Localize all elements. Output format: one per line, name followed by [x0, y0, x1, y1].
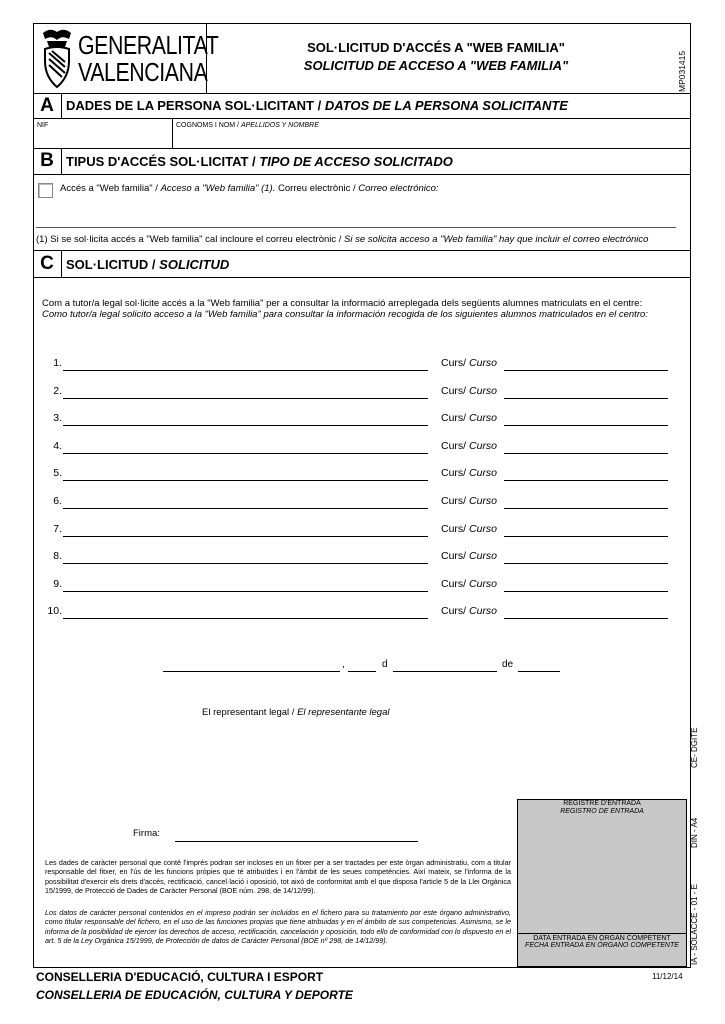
student-row-number: 2. [53, 385, 62, 397]
course-label-es: Curso [469, 467, 498, 479]
access-option-es: Acceso a "Web familia" (1). [160, 183, 276, 194]
course-label-va: Curs/ [441, 523, 470, 535]
course-field[interactable] [504, 453, 668, 454]
nif-divider [172, 118, 173, 148]
header-bottom-rule [33, 93, 691, 94]
month-field[interactable] [393, 671, 497, 672]
section-b-title [66, 154, 453, 169]
email-label-es: Correo electrónico: [358, 183, 439, 194]
section-b-letter: B [40, 150, 54, 171]
student-name-field[interactable] [63, 370, 428, 371]
signature-field[interactable] [175, 841, 418, 842]
form-code: MP031415 [677, 50, 687, 92]
logo-line-2: VALENCIANA [78, 57, 208, 87]
course-label-va: Curs/ [441, 605, 470, 617]
coat-of-arms-icon [40, 27, 74, 89]
student-row-number: 6. [53, 495, 62, 507]
student-row-number: 3. [53, 412, 62, 424]
representative-va: El representant legal / [202, 707, 298, 718]
course-field[interactable] [504, 370, 668, 371]
course-label [441, 523, 497, 535]
name-label-es: APELLIDOS Y NOMBRE [240, 122, 319, 129]
registry-label-es: REGISTRO DE ENTRADA [560, 808, 644, 815]
section-b-title-rule [33, 174, 691, 175]
student-name-field[interactable] [63, 425, 428, 426]
student-row-number: 8. [53, 550, 62, 562]
representative-label [202, 707, 389, 718]
student-row-number: 7. [53, 523, 62, 535]
intro-spanish: Como tutor/a legal solicito acceso a la "Web familia" para consultar la información recogida de los siguientes alumnos matriculados en el centro: [42, 309, 648, 320]
course-label [441, 357, 497, 369]
student-name-field[interactable] [63, 618, 428, 619]
section-b-bottom-rule [33, 250, 691, 251]
section-a-title-es: DATOS DE LA PERSONA SOLICITANTE [324, 98, 568, 113]
footer-department-es: CONSELLERIA DE EDUCACIÓN, CULTURA Y DEPORTE [36, 988, 353, 1002]
course-label [441, 467, 497, 479]
privacy-notice-es: Los datos de carácter personal contenidos en el impreso podrán ser incluidos en el fichero para su tratamiento por este órgano administrativo, como titular responsable del fichero, en el uso de las funciones propias que tiene atribuidas y en el ámbito de sus competencias. Asimismo, se le informa de la posibilidad de ejercer los derechos de acceso, rectificación, cancelación y oposición, todo ello de conformidad con lo dispuesto en el art. 5 de la Ley Orgánica 15/1999, de Protección de datos de Carácter Personal (BOE nº 298, de 14/12/99). [45, 908, 511, 946]
course-label-es: Curso [469, 523, 498, 535]
course-label [441, 578, 497, 590]
section-b-letter-divider [61, 148, 62, 174]
student-name-field[interactable] [63, 536, 428, 537]
student-name-field[interactable] [63, 453, 428, 454]
section-a-letter: A [40, 95, 54, 116]
access-option-label [60, 183, 439, 194]
course-label-va: Curs/ [441, 440, 470, 452]
student-name-field[interactable] [63, 480, 428, 481]
course-label-va: Curs/ [441, 578, 470, 590]
email-label-va: Correu electrònic / [275, 183, 359, 194]
email-note-es: Si se solicita acceso a "Web familia" hay que incluir el correo electrónico [344, 234, 649, 245]
course-label-es: Curso [469, 357, 498, 369]
year-field[interactable] [518, 671, 560, 672]
section-b-title-es: TIPO DE ACCESO SOLICITADO [259, 154, 453, 169]
student-row-number: 1. [53, 357, 62, 369]
section-c-letter: C [40, 253, 54, 274]
intro-valencian: Com a tutor/a legal sol·licite accés a la "Web familia" per a consultar la informació arreplegada dels següents alumnes matriculats en el centre: [42, 298, 643, 309]
course-label-es: Curso [469, 550, 498, 562]
title-valencian: SOL·LICITUD D'ACCÉS A "WEB FAMILIA" [307, 40, 565, 55]
name-label [176, 122, 319, 129]
course-label [441, 385, 497, 397]
course-label-va: Curs/ [441, 495, 470, 507]
course-field[interactable] [504, 563, 668, 564]
section-c-title-es: SOLICITUD [159, 257, 230, 272]
course-label [441, 412, 497, 424]
date-comma: , [342, 659, 345, 670]
generalitat-logo [38, 27, 219, 91]
student-name-field[interactable] [63, 563, 428, 564]
course-label [441, 605, 497, 617]
section-a-bottom-rule [33, 148, 691, 149]
place-field[interactable] [163, 671, 340, 672]
course-label-va: Curs/ [441, 467, 470, 479]
section-a-title-va: DADES DE LA PERSONA SOL·LICITANT / [66, 98, 325, 113]
email-underline [36, 227, 676, 228]
course-label-es: Curso [469, 412, 498, 424]
section-c-title-va: SOL·LICITUD / [66, 257, 160, 272]
course-field[interactable] [504, 398, 668, 399]
email-note [36, 234, 648, 245]
day-field[interactable] [348, 671, 376, 672]
course-label-es: Curso [469, 495, 498, 507]
section-b-title-va: TIPUS D'ACCÉS SOL·LICITAT / [66, 154, 260, 169]
course-label [441, 495, 497, 507]
course-label-va: Curs/ [441, 550, 470, 562]
course-field[interactable] [504, 591, 668, 592]
side-code-ia: IA - SOLACCE - 01 - E [690, 884, 699, 965]
date-de: de [502, 659, 514, 670]
signature-label: Firma: [133, 828, 160, 839]
section-c-title [66, 257, 229, 272]
student-row-number: 10. [47, 605, 62, 617]
nif-field[interactable] [36, 130, 169, 146]
registry-date-va: DATA ENTRADA EN ÒRGAN COMPETENT [533, 935, 671, 942]
title-spanish: SOLICITUD DE ACCESO A "WEB FAMILIA" [303, 58, 569, 73]
course-label-es: Curso [469, 440, 498, 452]
name-field[interactable] [175, 130, 687, 146]
access-option-va: Accés a "Web familia" / [60, 183, 161, 194]
student-name-field[interactable] [63, 591, 428, 592]
date-d: d [382, 659, 388, 670]
name-label-va: COGNOMS I NOM / [176, 122, 241, 129]
course-label-va: Curs/ [441, 357, 470, 369]
student-row-number: 5. [53, 467, 62, 479]
course-label [441, 440, 497, 452]
course-label-va: Curs/ [441, 412, 470, 424]
course-label-es: Curso [469, 385, 498, 397]
course-field[interactable] [504, 536, 668, 537]
student-name-field[interactable] [63, 398, 428, 399]
section-c-letter-divider [61, 250, 62, 277]
section-a-title [66, 98, 568, 113]
registry-divider [517, 933, 687, 934]
student-name-field[interactable] [63, 508, 428, 509]
student-row-number: 4. [53, 440, 62, 452]
nif-label: NIF [37, 122, 49, 129]
footer-department-va: CONSELLERIA D'EDUCACIÓ, CULTURA I ESPORT [36, 970, 324, 984]
registry-label-va: REGISTRE D'ENTRADA [563, 800, 641, 807]
course-field[interactable] [504, 480, 668, 481]
side-code-ce: CE- DGITE [690, 727, 699, 768]
course-field[interactable] [504, 508, 668, 509]
logo-line-1: GENERALITAT [78, 30, 219, 60]
course-field[interactable] [504, 618, 668, 619]
side-code-din: DIN - A4 [690, 817, 699, 848]
web-familia-checkbox[interactable] [38, 183, 53, 198]
course-label-es: Curso [469, 578, 498, 590]
section-c-title-rule [33, 277, 691, 278]
footer-date: 11/12/14 [652, 972, 683, 981]
email-note-va: (1) Si se sol·licita accés a "Web familia" cal incloure el correu electrònic / [36, 234, 345, 245]
email-field[interactable] [60, 196, 680, 224]
privacy-notice-va: Les dades de caràcter personal que conté l'imprés podran ser incloses en un fitxer per a ser tractades per este òrgan administratiu, com a titular responsable del fitxer, en l'ús de les funcions pròpies que té atribuïdes i en l'àmbit de les seues competències. Així mateix, se l'informa de la possibilitat d'exercir els drets d'accés, rectificació, cancel·lació i oposició, tot això de conformitat amb el que disposa l'article 5 de la Llei Orgànica 15/1999, de Protecció de Dades de Caràcter Personal (BOE núm. 298, de 14/12/99). [45, 858, 511, 896]
registry-date-es: FECHA ENTRADA EN ÓRGANO COMPETENTE [525, 942, 679, 949]
course-label [441, 550, 497, 562]
course-label-va: Curs/ [441, 385, 470, 397]
course-label-es: Curso [469, 605, 498, 617]
student-row-number: 9. [53, 578, 62, 590]
course-field[interactable] [504, 425, 668, 426]
section-a-title-rule [33, 118, 691, 119]
section-a-letter-divider [61, 93, 62, 118]
representative-es: El representante legal [297, 707, 390, 718]
